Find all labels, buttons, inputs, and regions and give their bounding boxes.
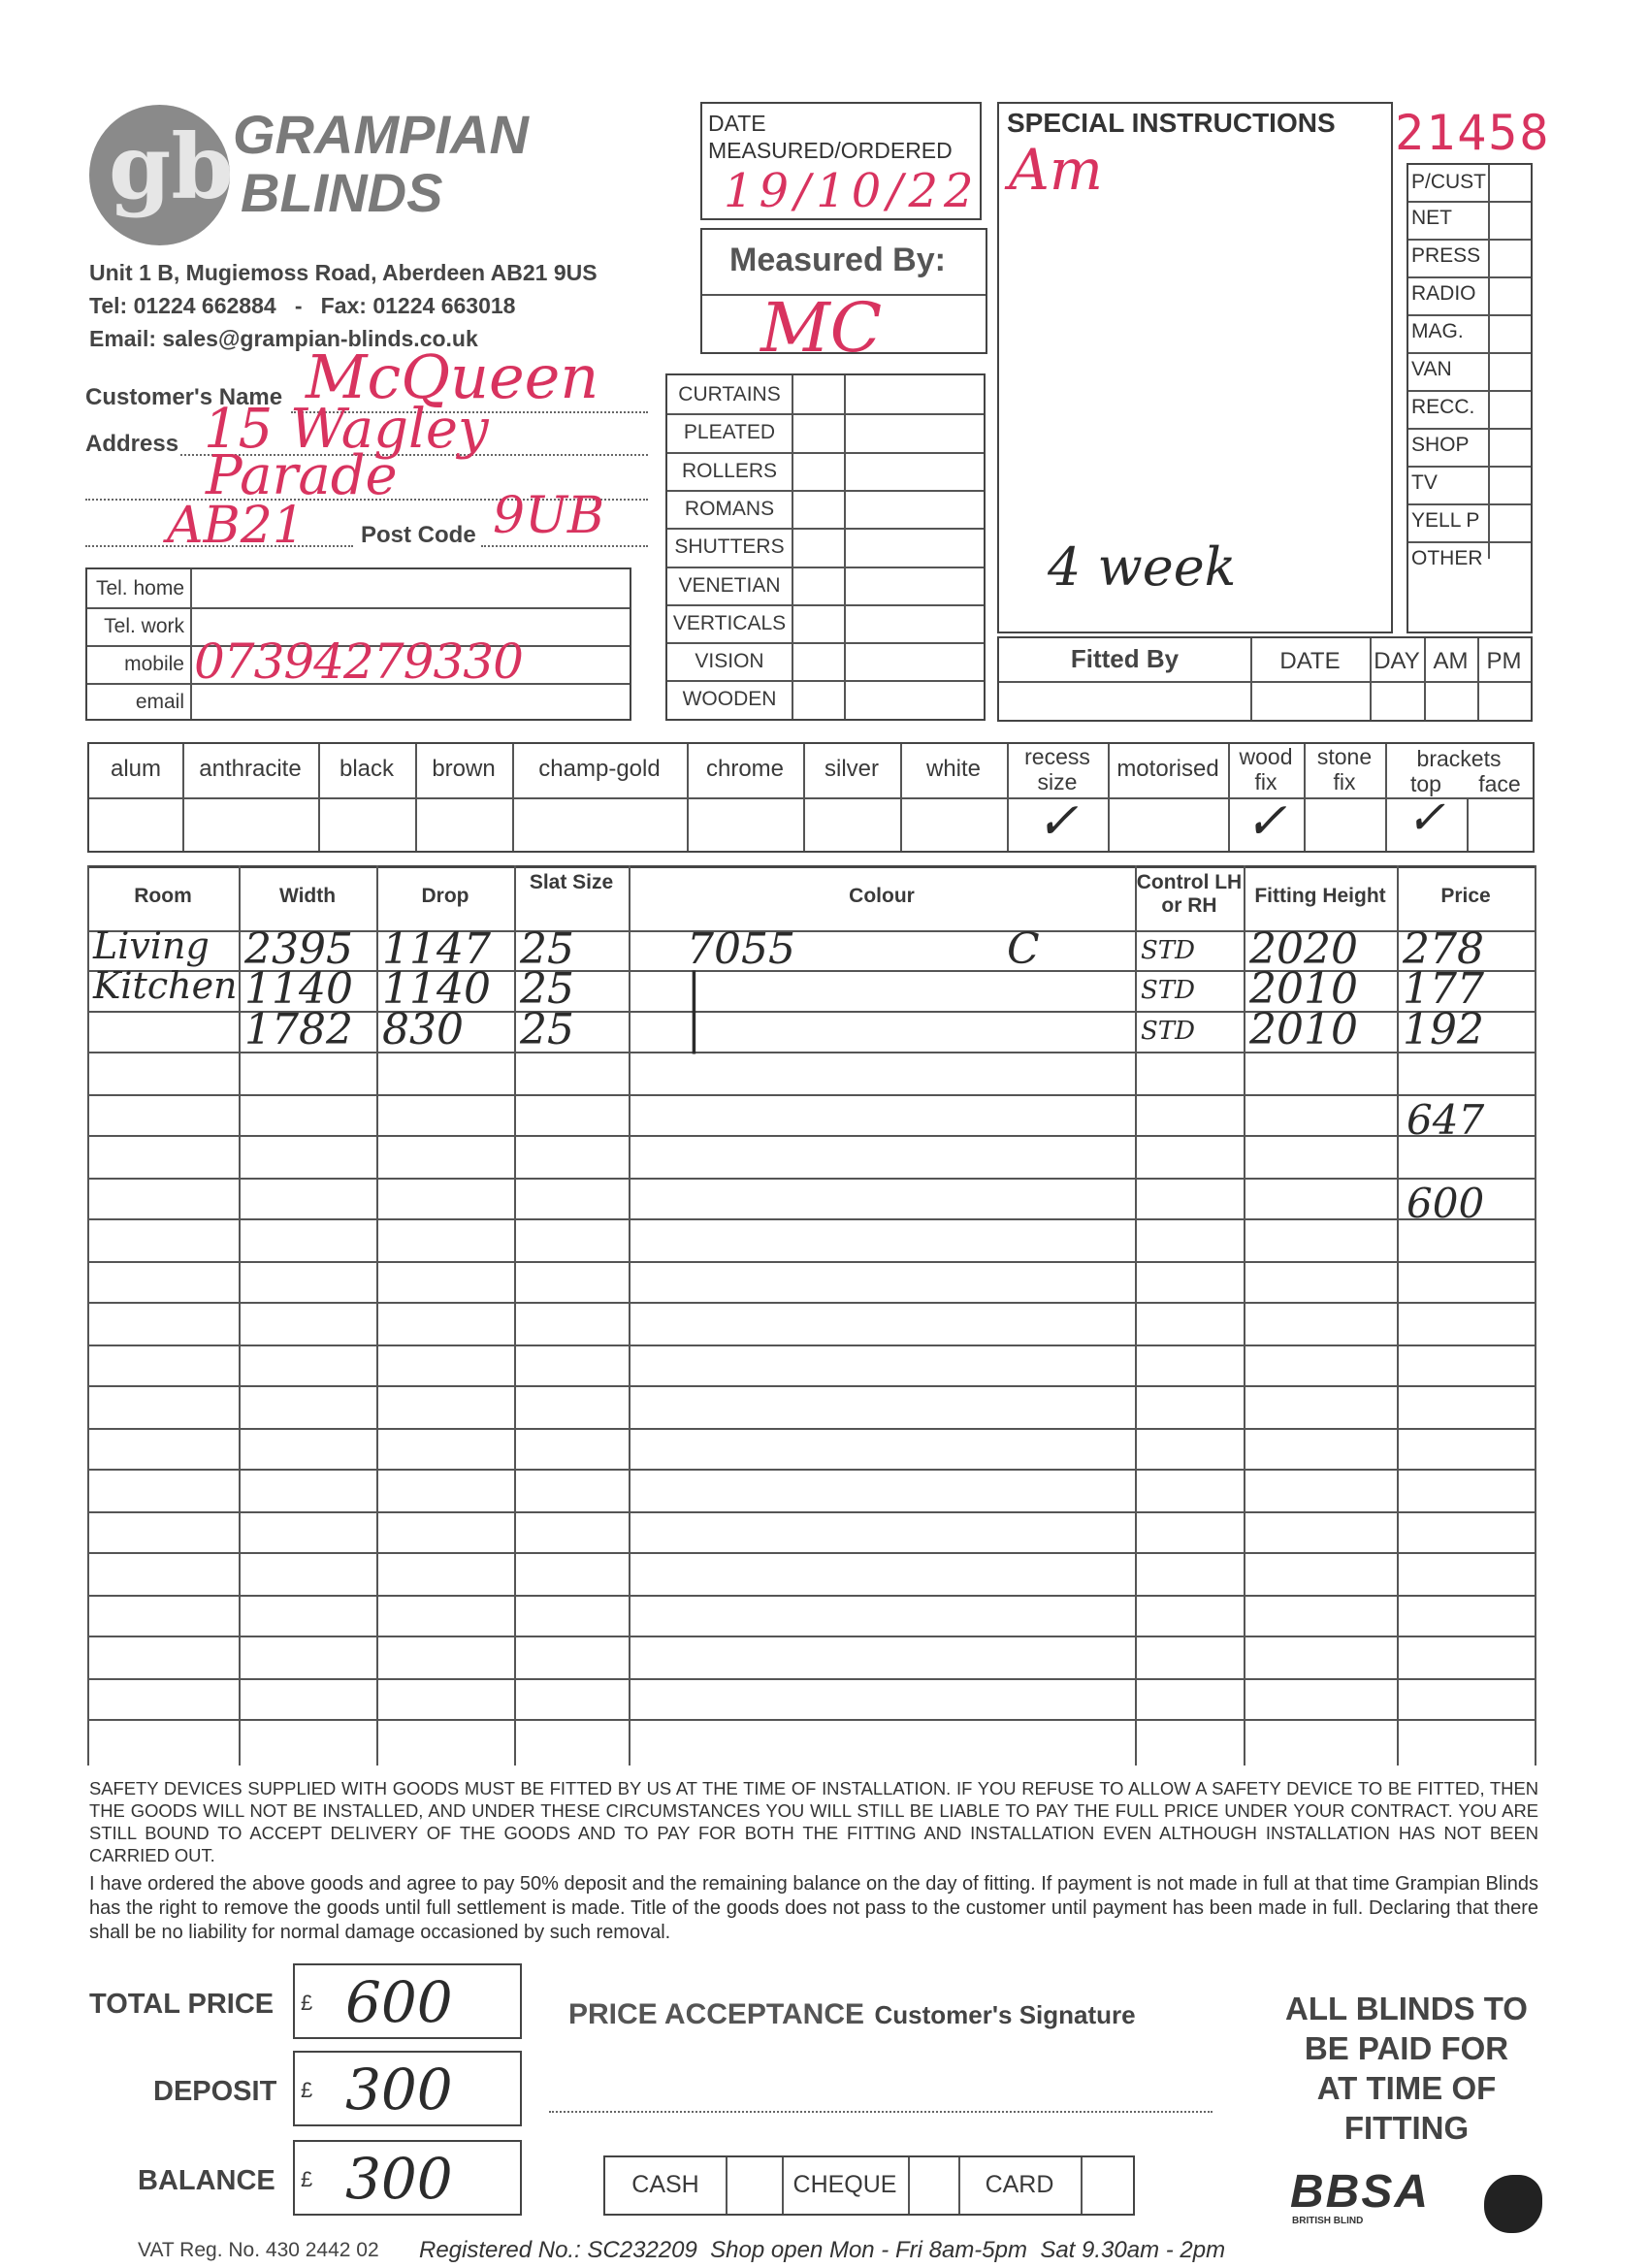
column-header-control: Control LH or RH bbox=[1136, 871, 1243, 917]
order-number: 21458 bbox=[1395, 105, 1551, 161]
special-instructions-top-note[interactable]: Am bbox=[1009, 137, 1103, 203]
product-type-checkbox[interactable] bbox=[793, 604, 842, 642]
product-type-checkbox[interactable] bbox=[793, 452, 842, 490]
finish-stone-fix: stone fix bbox=[1316, 744, 1373, 794]
finish-chrome: chrome bbox=[705, 756, 785, 782]
column-header-slat: Slat Size bbox=[529, 871, 614, 893]
table-cell-slat[interactable]: 25 bbox=[520, 964, 574, 1014]
source-checkbox[interactable] bbox=[1490, 201, 1531, 239]
source-option: P/CUST bbox=[1411, 171, 1487, 193]
cash-label: CASH bbox=[631, 2171, 699, 2198]
source-option: MAG. bbox=[1411, 320, 1464, 342]
source-checkbox[interactable] bbox=[1490, 314, 1531, 352]
table-cell-drop[interactable]: 1140 bbox=[382, 964, 491, 1014]
product-type-label: VENETIAN bbox=[678, 574, 781, 597]
column-header-colour: Colour bbox=[849, 885, 915, 907]
product-type-checkbox[interactable] bbox=[793, 528, 842, 566]
signature-line[interactable] bbox=[549, 2111, 1212, 2113]
date-label: DATE MEASURED/ORDERED bbox=[708, 111, 953, 163]
registered-info: Registered No.: SC232209 Shop open Mon - Fri 8am-5pm Sat 9.30am - 2pm bbox=[419, 2237, 1226, 2263]
special-instructions-box bbox=[997, 102, 1393, 633]
table-cell-price[interactable]: 192 bbox=[1403, 1005, 1484, 1054]
cheque-checkbox[interactable] bbox=[908, 2157, 960, 2214]
finish-wood-fix: wood fix bbox=[1239, 744, 1293, 794]
source-checkbox[interactable] bbox=[1490, 503, 1531, 541]
product-type-label: ROMANS bbox=[684, 498, 775, 520]
finish-black: black bbox=[339, 756, 395, 782]
notice-line1: ALL BLINDS TO bbox=[1285, 1991, 1528, 2026]
phone-value[interactable]: 07394279330 bbox=[194, 633, 523, 690]
source-checkbox[interactable] bbox=[1490, 466, 1531, 503]
table-cell-colour[interactable]: 7055 bbox=[687, 924, 795, 974]
total-price-value[interactable]: 600 bbox=[345, 1969, 453, 2035]
table-cell-slat[interactable]: 25 bbox=[520, 1005, 574, 1054]
phone-label: Tel. home bbox=[95, 577, 184, 599]
source-checkbox[interactable] bbox=[1490, 276, 1531, 314]
fitted-by-label: Fitted By bbox=[1070, 644, 1180, 673]
price-acceptance-title: PRICE ACCEPTANCE bbox=[568, 1998, 865, 2030]
column-header-fitting: Fitting Height bbox=[1254, 885, 1386, 907]
table-cell-colour[interactable]: | bbox=[687, 964, 701, 1014]
finish-options-table bbox=[87, 742, 1535, 853]
product-type-checkbox[interactable] bbox=[793, 680, 842, 718]
measured-by-box bbox=[700, 228, 987, 368]
source-option: PRESS bbox=[1411, 244, 1481, 267]
finish-champ-gold: champ-gold bbox=[538, 756, 661, 782]
phone-label: email bbox=[135, 691, 184, 713]
notice-line3: AT TIME OF bbox=[1316, 2070, 1497, 2106]
finish-brackets-top: top bbox=[1410, 771, 1441, 796]
table-cell-control[interactable]: STD bbox=[1141, 976, 1195, 1005]
wood-fix-tick[interactable]: ✓ bbox=[1245, 793, 1287, 851]
company-name-line1: GRAMPIAN bbox=[233, 104, 529, 165]
source-option: VAN bbox=[1411, 358, 1452, 380]
table-cell-slat[interactable]: 25 bbox=[520, 924, 574, 974]
finish-silver: silver bbox=[824, 756, 879, 782]
price-subtotal[interactable]: 647 bbox=[1406, 1096, 1485, 1144]
table-cell-control[interactable]: STD bbox=[1141, 1017, 1195, 1046]
finish-brackets-face: face bbox=[1478, 771, 1521, 796]
balance-currency: £ bbox=[301, 2167, 313, 2191]
finish-alum: alum bbox=[110, 756, 162, 782]
bbsa-logo bbox=[1290, 2165, 1533, 2233]
fitted-by-box bbox=[997, 636, 1533, 722]
table-cell-fitting[interactable]: 2010 bbox=[1249, 964, 1358, 1014]
company-logo bbox=[89, 105, 234, 245]
deposit-box bbox=[293, 2051, 522, 2126]
table-cell-fitting[interactable]: 2020 bbox=[1249, 924, 1358, 974]
source-option: RECC. bbox=[1411, 396, 1475, 418]
safety-terms: SAFETY DEVICES SUPPLIED WITH GOODS MUST BE FITTED BY US AT THE TIME OF INSTALLATION. IF YOU REFUSE TO ALLOW A SAFETY DEVICE TO BE FITTED, THEN THE GOODS WILL NOT BE INSTALLED, AND UNDER THESE CIRCUMSTANCES YOU WILL STILL BE LIABLE TO PAY THE FULL PRICE UNDER YOUR CONTRACT. YOU ARE STILL BOUND TO ACCEPT DELIVERY OF THE GOODS AND TO PAY FOR BOTH THE FITTING AND INSTALLATION EVEN ALTHOUGH INSTALLATION HAS NOT BEEN CARRIED OUT. bbox=[89, 1778, 1538, 1865]
total-price-box bbox=[293, 1963, 522, 2039]
balance-label: BALANCE bbox=[138, 2165, 275, 2196]
product-type-checkbox[interactable] bbox=[793, 413, 842, 451]
source-checkbox[interactable] bbox=[1490, 352, 1531, 390]
company-address: Unit 1 B, Mugiemoss Road, Aberdeen AB21 9US bbox=[89, 260, 598, 285]
table-cell-colour[interactable]: | bbox=[687, 1005, 701, 1054]
product-type-label: ROLLERS bbox=[681, 460, 778, 482]
notice-line2: BE PAID FOR bbox=[1304, 2030, 1509, 2066]
vat-number: VAT Reg. No. 430 2442 02 bbox=[138, 2239, 379, 2261]
agreement-terms: I have ordered the above goods and agree to pay 50% deposit and the remaining balance on the day of fitting. If payment is not made in full at that time Grampian Blinds has the right to remove the goods until full settlement is made. Title of the goods does not pass to the customer until payment has been made in full. Declaring that there shall be no liability for normal damage occasioned by such removal. bbox=[89, 1873, 1538, 1943]
company-email: Email: sales@grampian-blinds.co.uk bbox=[89, 326, 478, 351]
source-list bbox=[1406, 163, 1533, 633]
order-lines-table bbox=[87, 865, 1535, 1767]
balance-box bbox=[293, 2140, 522, 2216]
cheque-label: CHEQUE bbox=[792, 2171, 897, 2198]
source-option: SHOP bbox=[1411, 434, 1470, 456]
column-header-price: Price bbox=[1440, 885, 1491, 907]
phone-label: mobile bbox=[124, 653, 184, 675]
company-phone: Tel: 01224 662884 - Fax: 01224 663018 bbox=[89, 293, 516, 318]
product-type-checkbox[interactable] bbox=[793, 490, 842, 528]
source-option: OTHER bbox=[1411, 547, 1483, 569]
balance-value[interactable]: 300 bbox=[345, 2146, 453, 2212]
table-cell-colour-note[interactable]: C bbox=[1007, 924, 1040, 974]
measured-by-label: Measured By: bbox=[729, 242, 946, 278]
fitted-date-label: DATE bbox=[1279, 648, 1341, 674]
postcode-label: Post Code bbox=[361, 522, 476, 548]
fitted-pm-label: PM bbox=[1486, 648, 1522, 674]
source-checkbox[interactable] bbox=[1490, 428, 1531, 466]
source-option: NET bbox=[1411, 207, 1452, 229]
total-price-label: TOTAL PRICE bbox=[89, 1989, 275, 2020]
company-name-line2: BLINDS bbox=[241, 162, 443, 223]
fitted-am-label: AM bbox=[1433, 648, 1469, 674]
card-label: CARD bbox=[985, 2171, 1054, 2198]
product-type-checkbox[interactable] bbox=[793, 375, 842, 413]
product-type-label: VERTICALS bbox=[672, 612, 787, 634]
finish-anthracite: anthracite bbox=[199, 756, 302, 782]
source-checkbox[interactable] bbox=[1490, 390, 1531, 428]
table-cell-drop[interactable]: 1147 bbox=[382, 924, 491, 974]
bbsa-logo-text: BBSA bbox=[1290, 2166, 1431, 2218]
cash-checkbox[interactable] bbox=[728, 2157, 780, 2214]
total-currency: £ bbox=[301, 1991, 313, 2015]
postcode-value[interactable]: 9UB bbox=[493, 487, 605, 545]
table-cell-price[interactable]: 177 bbox=[1403, 964, 1484, 1014]
column-header-width: Width bbox=[278, 885, 337, 907]
brackets-top-tick[interactable]: ✓ bbox=[1406, 791, 1446, 845]
payment-methods bbox=[603, 2155, 1135, 2216]
notice-line4: FITTING bbox=[1343, 2110, 1470, 2146]
date-value[interactable]: 19/10/22 bbox=[724, 164, 980, 218]
customer-signature-label: Customer's Signature bbox=[874, 2000, 1136, 2029]
deposit-currency: £ bbox=[301, 2078, 313, 2102]
customer-name-value[interactable]: McQueen bbox=[306, 341, 599, 412]
measured-by-value[interactable]: MC bbox=[760, 288, 883, 368]
source-checkbox[interactable] bbox=[1490, 239, 1531, 276]
deposit-value[interactable]: 300 bbox=[345, 2057, 453, 2122]
address-line3[interactable]: AB21 bbox=[167, 497, 305, 555]
table-cell-width[interactable]: 2395 bbox=[244, 924, 353, 974]
finish-motorised: motorised bbox=[1116, 756, 1219, 782]
product-types-table bbox=[665, 373, 986, 721]
phone-table bbox=[85, 567, 631, 721]
product-type-label: WOODEN bbox=[682, 688, 777, 710]
finish-brackets: brackets bbox=[1416, 746, 1502, 771]
source-checkbox[interactable] bbox=[1490, 165, 1531, 201]
fitted-day-label: DAY bbox=[1374, 648, 1420, 674]
table-cell-drop[interactable]: 830 bbox=[382, 1005, 464, 1054]
special-instructions-label: SPECIAL INSTRUCTIONS bbox=[1007, 108, 1336, 138]
deposit-label: DEPOSIT bbox=[153, 2076, 277, 2107]
table-cell-fitting[interactable]: 2010 bbox=[1249, 1005, 1358, 1054]
address-line2[interactable]: Parade bbox=[206, 444, 398, 507]
date-box bbox=[700, 102, 982, 220]
product-type-checkbox[interactable] bbox=[793, 567, 842, 604]
product-type-label: PLEATED bbox=[683, 421, 776, 443]
table-cell-price[interactable]: 278 bbox=[1403, 924, 1484, 974]
address-line1[interactable]: 15 Wagley bbox=[204, 398, 489, 461]
logo-monogram: gb bbox=[109, 114, 234, 219]
product-type-label: SHUTTERS bbox=[674, 535, 785, 558]
payment-notice bbox=[1251, 1989, 1562, 2148]
product-type-label: CURTAINS bbox=[678, 383, 781, 405]
card-checkbox[interactable] bbox=[1083, 2157, 1133, 2214]
table-cell-width[interactable]: 1782 bbox=[244, 1005, 353, 1054]
finish-recess-size: recess size bbox=[1024, 744, 1090, 794]
table-cell-room[interactable]: Living bbox=[93, 924, 210, 967]
address-label: Address bbox=[85, 431, 179, 457]
price-total[interactable]: 600 bbox=[1406, 1180, 1485, 1227]
bbsa-logo-sub: BRITISH BLIND bbox=[1292, 2216, 1364, 2226]
customer-name-label: Customer's Name bbox=[85, 384, 283, 410]
table-cell-room[interactable]: Kitchen bbox=[93, 964, 238, 1007]
special-instructions-note[interactable]: 4 week bbox=[1048, 536, 1237, 598]
column-header-room: Room bbox=[134, 885, 192, 907]
phone-label: Tel. work bbox=[104, 615, 184, 637]
column-header-drop: Drop bbox=[421, 885, 469, 907]
table-cell-control[interactable]: STD bbox=[1141, 936, 1195, 965]
product-type-checkbox[interactable] bbox=[793, 642, 842, 680]
source-option: RADIO bbox=[1411, 282, 1476, 305]
table-cell-width[interactable]: 1140 bbox=[244, 964, 353, 1014]
finish-brown: brown bbox=[432, 756, 496, 782]
source-option: YELL P bbox=[1411, 509, 1480, 532]
recess-size-tick[interactable]: ✓ bbox=[1036, 793, 1079, 851]
product-type-label: VISION bbox=[695, 650, 764, 672]
finish-white: white bbox=[925, 756, 982, 782]
source-option: TV bbox=[1411, 471, 1438, 494]
price-acceptance-label bbox=[568, 1998, 1136, 2031]
